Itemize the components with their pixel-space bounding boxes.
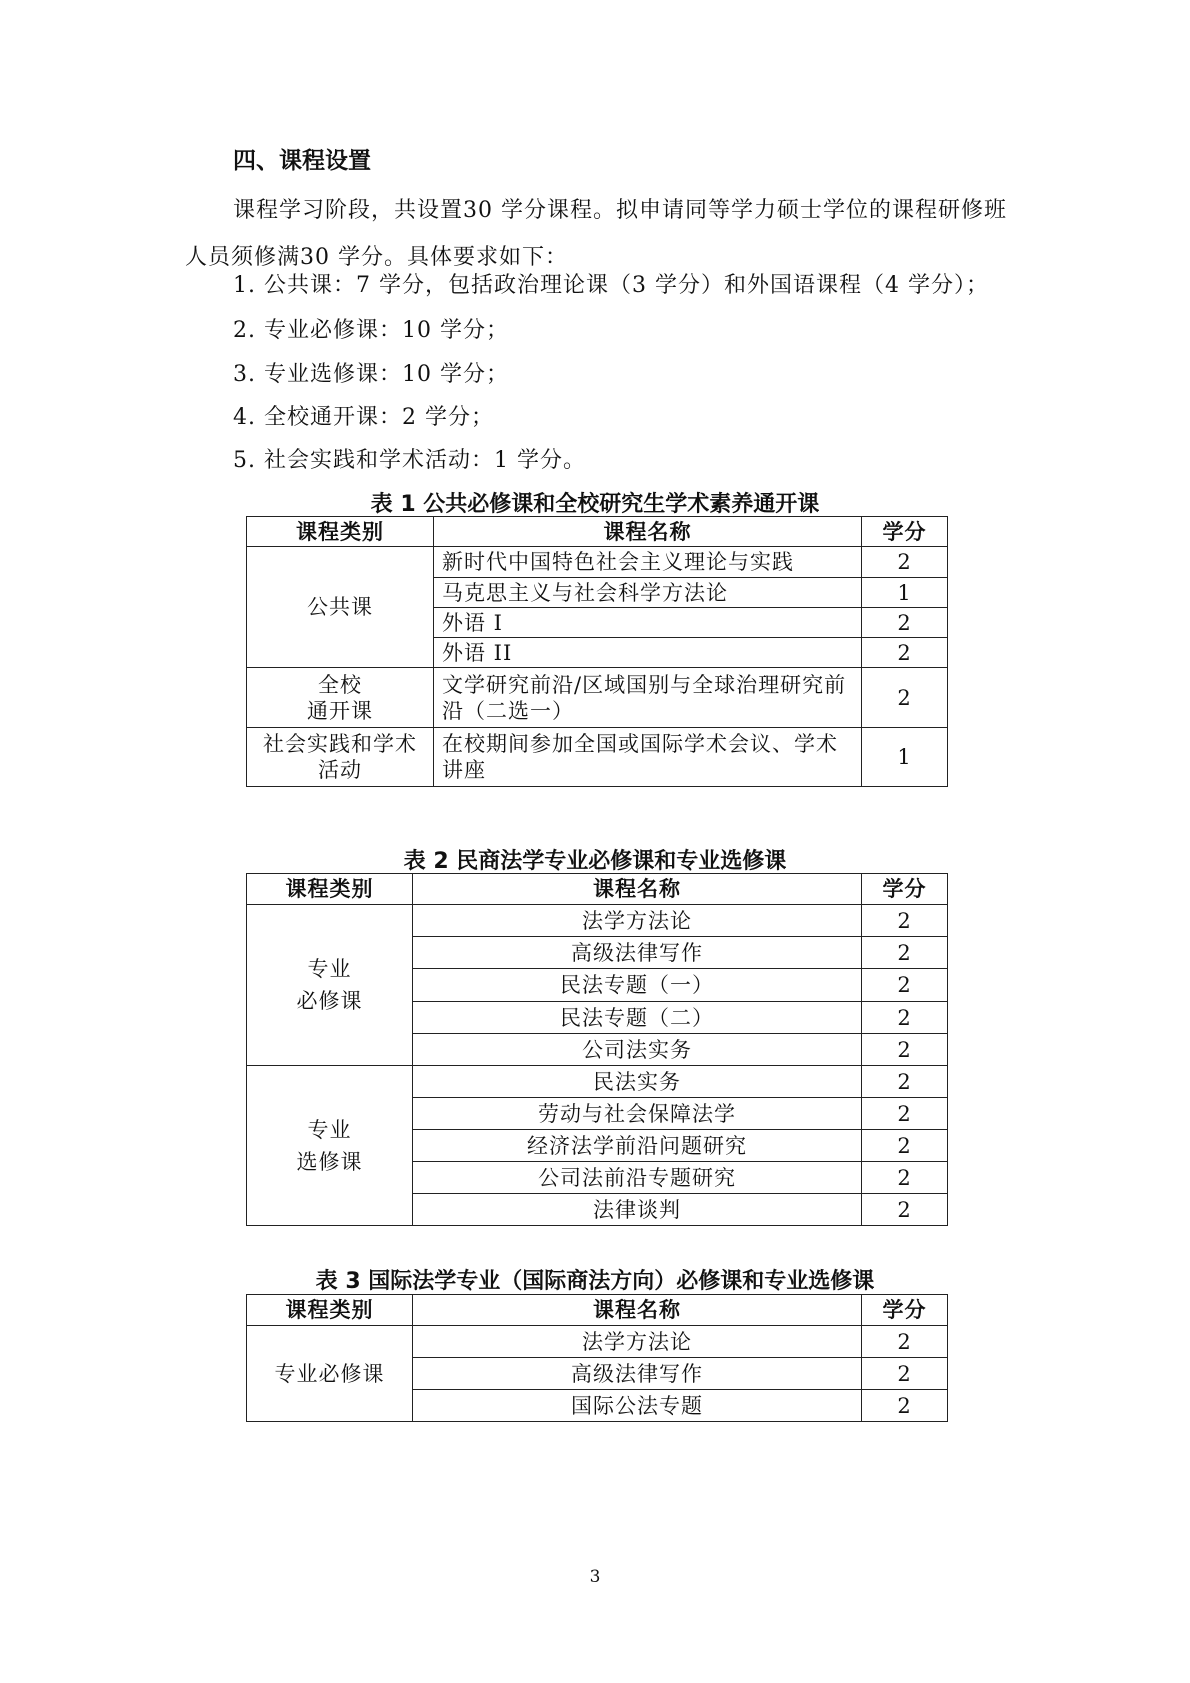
credits-cell: 2 xyxy=(862,1194,948,1226)
course-name-cell: 外语 I xyxy=(434,608,862,638)
credits-cell: 2 xyxy=(862,1098,948,1130)
course-name-cell: 高级法律写作 xyxy=(413,1358,862,1390)
credits-cell: 1 xyxy=(862,728,948,787)
table-header-row xyxy=(247,517,948,547)
course-name-cell: 民法专题（一） xyxy=(413,969,862,1002)
credits-cell: 2 xyxy=(862,969,948,1002)
credits-cell: 2 xyxy=(862,1066,948,1098)
column-header-credits: 学分 xyxy=(862,517,948,547)
course-name-cell: 高级法律写作 xyxy=(413,937,862,969)
column-header-category: 课程类别 xyxy=(247,874,413,905)
table-row xyxy=(247,1326,948,1358)
credits-cell: 2 xyxy=(862,1358,948,1390)
table-header-row xyxy=(247,1295,948,1326)
requirement-item: 5. 社会实践和学术活动：1 学分。 xyxy=(233,448,586,473)
credits-cell: 2 xyxy=(862,1390,948,1422)
table-row xyxy=(247,1066,948,1098)
category-cell: 专业 选修课 xyxy=(247,1066,413,1226)
category-cell: 专业必修课 xyxy=(247,1326,413,1422)
course-name-cell: 国际公法专题 xyxy=(413,1390,862,1422)
table3-caption: 表 3 国际法学专业（国际商法方向）必修课和专业选修课 xyxy=(315,1269,875,1294)
table-row xyxy=(247,905,948,937)
column-header-credits: 学分 xyxy=(862,874,948,905)
requirement-item: 2. 专业必修课：10 学分； xyxy=(233,318,509,343)
course-name-cell: 经济法学前沿问题研究 xyxy=(413,1130,862,1162)
requirement-item: 3. 专业选修课：10 学分； xyxy=(233,362,509,387)
course-name-cell: 民法专题（二） xyxy=(413,1002,862,1034)
column-header-credits: 学分 xyxy=(862,1295,948,1326)
course-name-cell: 民法实务 xyxy=(413,1066,862,1098)
credits-cell: 2 xyxy=(862,905,948,937)
course-name-cell: 法学方法论 xyxy=(413,1326,862,1358)
table-row xyxy=(247,728,948,787)
column-header-category: 课程类别 xyxy=(247,517,434,547)
column-header-category: 课程类别 xyxy=(247,1295,413,1326)
course-name-cell: 法律谈判 xyxy=(413,1194,862,1226)
course-name-cell: 马克思主义与社会科学方法论 xyxy=(434,578,862,608)
credits-cell: 2 xyxy=(862,937,948,969)
course-name-cell: 在校期间参加全国或国际学术会议、学术讲座 xyxy=(434,728,862,787)
credits-cell: 2 xyxy=(862,668,948,728)
course-name-cell: 公司法前沿专题研究 xyxy=(413,1162,862,1194)
table1 xyxy=(246,516,948,787)
page-number: 3 xyxy=(589,1567,601,1587)
credits-cell: 2 xyxy=(862,547,948,578)
credits-cell: 2 xyxy=(862,1326,948,1358)
category-cell: 公共课 xyxy=(247,547,434,668)
table-header-row xyxy=(247,874,948,905)
credits-cell: 2 xyxy=(862,608,948,638)
course-name-cell: 外语 II xyxy=(434,638,862,668)
course-name-cell: 法学方法论 xyxy=(413,905,862,937)
column-header-name: 课程名称 xyxy=(413,874,862,905)
credits-cell: 2 xyxy=(862,1130,948,1162)
course-name-cell: 文学研究前沿/区域国别与全球治理研究前沿（二选一） xyxy=(434,668,862,728)
table3 xyxy=(246,1294,948,1422)
credits-cell: 2 xyxy=(862,638,948,668)
credits-cell: 2 xyxy=(862,1034,948,1066)
requirement-item: 4. 全校通开课：2 学分； xyxy=(233,405,494,430)
credits-cell: 1 xyxy=(862,578,948,608)
category-cell: 社会实践和学术活动 xyxy=(247,728,434,787)
course-name-cell: 新时代中国特色社会主义理论与实践 xyxy=(434,547,862,578)
table1-caption: 表 1 公共必修课和全校研究生学术素养通开课 xyxy=(370,492,820,517)
table2-caption: 表 2 民商法学专业必修课和专业选修课 xyxy=(403,849,787,874)
credits-cell: 2 xyxy=(862,1002,948,1034)
intro-paragraph: 课程学习阶段，共设置30 学分课程。拟申请同等学力硕士学位的课程研修班人员须修满30 学分。具体要求如下： xyxy=(185,198,1007,270)
table-row xyxy=(247,668,948,728)
course-name-cell: 公司法实务 xyxy=(413,1034,862,1066)
category-cell: 全校 通开课 xyxy=(247,668,434,728)
column-header-name: 课程名称 xyxy=(434,517,862,547)
column-header-name: 课程名称 xyxy=(413,1295,862,1326)
credits-cell: 2 xyxy=(862,1162,948,1194)
table2 xyxy=(246,873,948,1226)
course-name-cell: 劳动与社会保障法学 xyxy=(413,1098,862,1130)
section-heading: 四、课程设置 xyxy=(233,148,371,174)
table-row xyxy=(247,547,948,578)
requirement-item: 1. 公共课：7 学分，包括政治理论课（3 学分）和外国语课程（4 学分）； xyxy=(233,273,989,298)
category-cell: 专业 必修课 xyxy=(247,905,413,1066)
